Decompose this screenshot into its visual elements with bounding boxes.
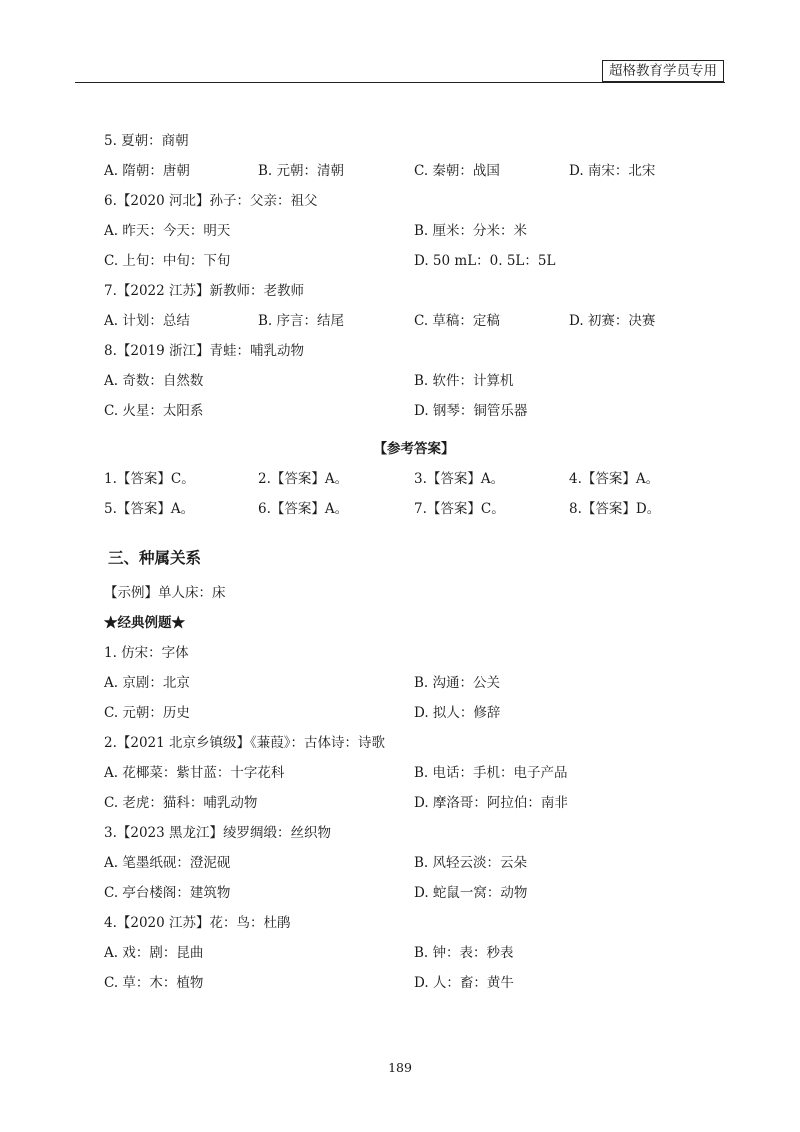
options-row <box>104 878 724 908</box>
options-row <box>104 156 724 186</box>
options-row <box>104 938 724 968</box>
answer-item: 7.【答案】C。 <box>414 501 505 517</box>
options-row <box>104 396 724 426</box>
options-row <box>104 758 724 788</box>
option-b: B. 沟通：公关 <box>414 675 501 691</box>
answers-row <box>104 464 724 494</box>
question-stem: 6.【2020 河北】孙子：父亲：祖父 <box>104 193 318 209</box>
answer-item: 4.【答案】A。 <box>569 471 660 487</box>
option-c: C. 老虎：猫科：哺乳动物 <box>104 795 258 811</box>
option-b: B. 钟：表：秒表 <box>414 945 514 961</box>
section-title: 三、种属关系 <box>108 548 202 567</box>
option-c: C. 元朝：历史 <box>104 705 190 721</box>
option-d: D. 蛇鼠一窝：动物 <box>414 885 528 901</box>
answer-item: 6.【答案】A。 <box>258 501 349 517</box>
options-row <box>104 246 724 276</box>
header-label: 超格教育学员专用 <box>602 60 724 82</box>
option-a: A. 昨天：今天：明天 <box>104 223 231 239</box>
question-stem: 8.【2019 浙江】青蛙：哺乳动物 <box>104 343 305 359</box>
answer-item: 8.【答案】D。 <box>569 501 661 517</box>
answer-item: 1.【答案】C。 <box>104 471 195 487</box>
option-c: C. 火星：太阳系 <box>104 403 204 419</box>
example-line: 【示例】单人床：床 <box>104 585 226 601</box>
option-d: D. 拟人：修辞 <box>414 705 501 721</box>
option-a: A. 隋朝：唐朝 <box>104 163 190 179</box>
option-a: A. 花椰菜：紫甘蓝：十字花科 <box>104 765 285 781</box>
option-a: A. 计划：总结 <box>104 313 190 329</box>
answers-row <box>104 494 724 524</box>
page-number: 189 <box>388 1060 412 1075</box>
header-rule <box>75 82 725 83</box>
option-b: B. 风轻云淡：云朵 <box>414 855 528 871</box>
option-d: D. 钢琴：铜管乐器 <box>414 403 528 419</box>
answer-item: 3.【答案】A。 <box>414 471 505 487</box>
option-b: B. 电话：手机：电子产品 <box>414 765 568 781</box>
options-row <box>104 366 724 396</box>
options-row <box>104 306 724 336</box>
option-b: B. 元朝：清朝 <box>258 163 345 179</box>
options-row <box>104 216 724 246</box>
option-a: A. 京剧：北京 <box>104 675 190 691</box>
option-d: D. 50 mL：0. 5L：5L <box>414 253 556 269</box>
option-c: C. 草：木：植物 <box>104 975 204 991</box>
options-row <box>104 698 724 728</box>
question-stem: 2.【2021 北京乡镇级】《蒹葭》：古体诗：诗歌 <box>104 735 386 751</box>
options-row <box>104 668 724 698</box>
answers-title: 【参考答案】 <box>373 441 455 457</box>
question-stem: 3.【2023 黑龙江】绫罗绸缎：丝织物 <box>104 825 332 841</box>
option-a: A. 笔墨纸砚：澄泥砚 <box>104 855 231 871</box>
content <box>104 126 724 998</box>
classic-examples-heading: ★经典例题★ <box>104 615 185 631</box>
option-d: D. 摩洛哥：阿拉伯：南非 <box>414 795 568 811</box>
question-stem: 1. 仿宋：字体 <box>104 645 189 661</box>
options-row <box>104 788 724 818</box>
option-c: C. 草稿：定稿 <box>414 313 500 329</box>
option-c: C. 上旬：中旬：下旬 <box>104 253 231 269</box>
answer-item: 5.【答案】A。 <box>104 501 195 517</box>
question-stem: 5. 夏朝：商朝 <box>104 133 189 149</box>
answer-item: 2.【答案】A。 <box>258 471 349 487</box>
option-c: C. 亭台楼阁：建筑物 <box>104 885 231 901</box>
option-c: C. 秦朝：战国 <box>414 163 500 179</box>
options-row <box>104 848 724 878</box>
option-a: A. 奇数：自然数 <box>104 373 204 389</box>
question-stem: 4.【2020 江苏】花：鸟：杜鹃 <box>104 915 291 931</box>
option-a: A. 戏：剧：昆曲 <box>104 945 204 961</box>
question-stem: 7.【2022 江苏】新教师：老教师 <box>104 283 305 299</box>
option-b: B. 序言：结尾 <box>258 313 345 329</box>
option-d: D. 初赛：决赛 <box>569 313 656 329</box>
options-row <box>104 968 724 998</box>
option-d: D. 南宋：北宋 <box>569 163 656 179</box>
option-b: B. 厘米：分米：米 <box>414 223 528 239</box>
option-b: B. 软件：计算机 <box>414 373 514 389</box>
option-d: D. 人：畜：黄牛 <box>414 975 514 991</box>
